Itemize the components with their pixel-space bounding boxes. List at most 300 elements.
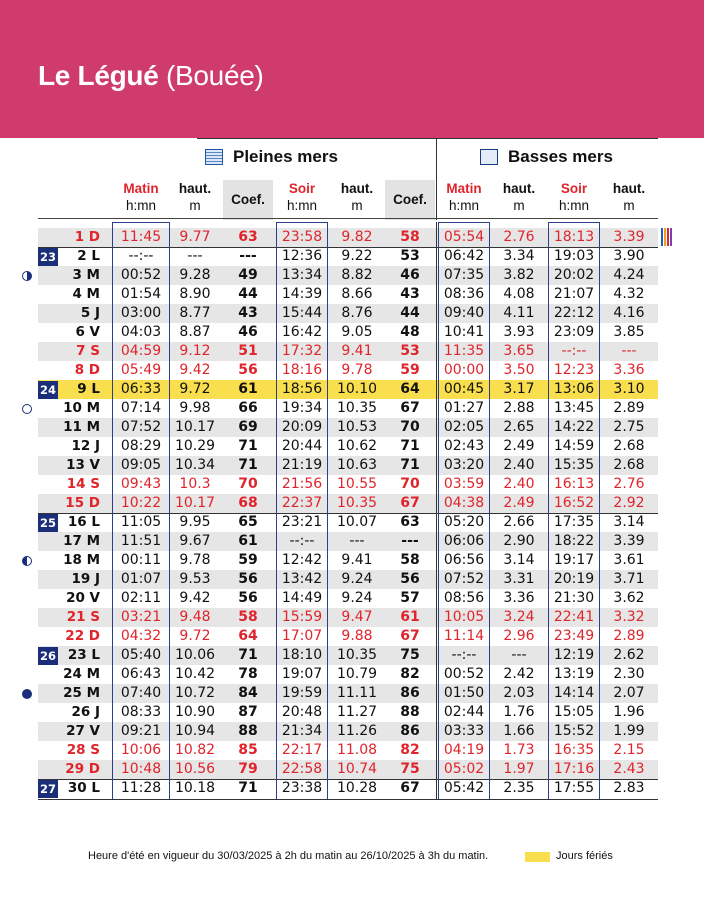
cell-pm2: 19:34 bbox=[281, 400, 323, 416]
cell-bh2: 3.71 bbox=[613, 571, 645, 587]
cell-pm2: 20:48 bbox=[281, 704, 323, 720]
cell-c1: 56 bbox=[238, 362, 258, 378]
cell-bm1: 08:56 bbox=[443, 590, 485, 606]
cell-bh1: 2.65 bbox=[503, 419, 535, 435]
cell-day: 14 S bbox=[66, 476, 100, 492]
column-box-bm-matin bbox=[438, 222, 490, 800]
cell-bh1: 3.34 bbox=[503, 248, 535, 264]
cell-bm2: 12:19 bbox=[553, 647, 595, 663]
cell-h2: 10.35 bbox=[336, 495, 378, 511]
cell-bm1: 10:41 bbox=[443, 324, 485, 340]
cell-h1: 9.95 bbox=[179, 514, 211, 530]
cell-pm1: 11:51 bbox=[120, 533, 162, 549]
cell-day: 4 M bbox=[72, 286, 100, 302]
cell-pm1: 03:00 bbox=[120, 305, 162, 321]
cell-bh1: 3.36 bbox=[503, 590, 535, 606]
cell-bh2: 3.32 bbox=[613, 609, 645, 625]
col-bm-haut1-unit: m bbox=[513, 198, 525, 213]
cell-day: 6 V bbox=[75, 324, 100, 340]
cell-pm2: 21:34 bbox=[281, 723, 323, 739]
group-divider bbox=[436, 138, 437, 220]
cell-bm2: 19:03 bbox=[553, 248, 595, 264]
cell-bh2: 3.39 bbox=[613, 229, 645, 245]
cell-h2: --- bbox=[349, 533, 365, 549]
cell-pm1: 05:40 bbox=[120, 647, 162, 663]
cell-c2: 67 bbox=[400, 495, 420, 511]
cell-bh2: 2.30 bbox=[613, 666, 645, 682]
cell-pm1: --:-- bbox=[128, 248, 154, 264]
cell-h2: 10.63 bbox=[336, 457, 378, 473]
cell-h1: 9.53 bbox=[179, 571, 211, 587]
column-box-pm-matin bbox=[112, 222, 170, 800]
cell-bh1: 2.49 bbox=[503, 438, 535, 454]
cell-pm1: 07:40 bbox=[120, 685, 162, 701]
cell-c2: 75 bbox=[400, 761, 420, 777]
cell-h1: 9.78 bbox=[179, 552, 211, 568]
cell-bm2: 12:23 bbox=[553, 362, 595, 378]
cell-pm2: 23:21 bbox=[281, 514, 323, 530]
cell-bh2: 2.15 bbox=[613, 742, 645, 758]
cell-bh2: 2.68 bbox=[613, 457, 645, 473]
cell-h1: 9.72 bbox=[179, 381, 211, 397]
cell-c1: 84 bbox=[238, 685, 258, 701]
cell-day: 12 J bbox=[71, 438, 100, 454]
cell-bm2: 18:13 bbox=[553, 229, 595, 245]
cell-h2: 9.78 bbox=[341, 362, 373, 378]
cell-bm2: 20:02 bbox=[553, 267, 595, 283]
cell-pm2: 14:39 bbox=[281, 286, 323, 302]
cell-bm1: 03:33 bbox=[443, 723, 485, 739]
cell-bh1: 1.97 bbox=[503, 761, 535, 777]
cell-pm1: 02:11 bbox=[120, 590, 162, 606]
col-bm-soir-unit: h:mn bbox=[558, 198, 589, 213]
cell-c1: 46 bbox=[238, 324, 258, 340]
cell-h2: 9.41 bbox=[341, 552, 373, 568]
cell-day: 19 J bbox=[71, 571, 100, 587]
cell-c2: 44 bbox=[400, 305, 420, 321]
cell-c1: 71 bbox=[238, 780, 258, 796]
cell-day: 5 J bbox=[80, 305, 100, 321]
week-number-badge: 26 bbox=[39, 648, 56, 663]
cell-bh1: 3.93 bbox=[503, 324, 535, 340]
cell-h1: 9.67 bbox=[179, 533, 211, 549]
col-bm-soir-label: Soir bbox=[560, 181, 588, 196]
cell-day: 1 D bbox=[74, 229, 100, 245]
cell-h2: 10.62 bbox=[336, 438, 378, 454]
cell-c2: 46 bbox=[400, 267, 420, 283]
cell-bm1: 10:05 bbox=[443, 609, 485, 625]
cell-bm1: 00:45 bbox=[443, 381, 485, 397]
cell-day: 3 M bbox=[72, 267, 100, 283]
cell-pm2: 13:34 bbox=[281, 267, 323, 283]
cell-h2: 10.10 bbox=[336, 381, 378, 397]
cell-c2: 88 bbox=[400, 704, 420, 720]
cell-pm2: 19:07 bbox=[281, 666, 323, 682]
color-bar bbox=[664, 228, 666, 246]
cell-bm2: 14:14 bbox=[553, 685, 595, 701]
cell-bh2: 3.14 bbox=[613, 514, 645, 530]
cell-c1: 64 bbox=[238, 628, 258, 644]
table-top-rule bbox=[38, 218, 658, 219]
cell-c2: 71 bbox=[400, 438, 420, 454]
cell-pm1: 04:03 bbox=[120, 324, 162, 340]
cell-day: 29 D bbox=[65, 761, 100, 777]
footnote-dst: Heure d'été en vigueur du 30/03/2025 à 2h du matin au 26/10/2025 à 3h du matin. bbox=[88, 850, 489, 862]
cell-pm1: 05:49 bbox=[120, 362, 162, 378]
cell-pm2: 23:58 bbox=[281, 229, 323, 245]
cell-bh2: 4.32 bbox=[613, 286, 645, 302]
cell-h2: 10.35 bbox=[336, 400, 378, 416]
basses-mers-title bbox=[480, 147, 613, 167]
cell-pm2: 15:59 bbox=[281, 609, 323, 625]
cell-c2: 43 bbox=[400, 286, 420, 302]
cell-day: 24 M bbox=[63, 666, 100, 682]
cell-pm2: 23:38 bbox=[281, 780, 323, 796]
cell-c1: 69 bbox=[238, 419, 258, 435]
cell-pm1: 11:45 bbox=[120, 229, 162, 245]
col-pm-haut1-unit: m bbox=[189, 198, 201, 213]
cell-h1: 10.82 bbox=[174, 742, 216, 758]
cell-c2: 86 bbox=[400, 685, 420, 701]
cell-bh1: 2.49 bbox=[503, 495, 535, 511]
cell-c2: --- bbox=[401, 533, 419, 549]
cell-pm1: 09:05 bbox=[120, 457, 162, 473]
cell-h1: 8.77 bbox=[179, 305, 211, 321]
cell-bh2: 2.83 bbox=[613, 780, 645, 796]
cell-bm2: 15:05 bbox=[553, 704, 595, 720]
col-pm-matin bbox=[112, 180, 170, 220]
week-number-badge: 25 bbox=[39, 515, 56, 530]
cell-bh2: 2.68 bbox=[613, 438, 645, 454]
cell-day: 16 L bbox=[67, 514, 100, 530]
cell-bm2: 22:12 bbox=[553, 305, 595, 321]
cell-h2: 11.26 bbox=[336, 723, 378, 739]
cell-h1: 10.42 bbox=[174, 666, 216, 682]
high-tide-icon bbox=[205, 149, 223, 165]
cell-bm1: 04:19 bbox=[443, 742, 485, 758]
cell-h1: 10.17 bbox=[174, 419, 216, 435]
cell-bh1: 2.76 bbox=[503, 229, 535, 245]
cell-pm2: 20:09 bbox=[281, 419, 323, 435]
cell-day: 11 M bbox=[63, 419, 100, 435]
cell-pm1: 08:33 bbox=[120, 704, 162, 720]
cell-day: 17 M bbox=[63, 533, 100, 549]
cell-pm1: 00:52 bbox=[120, 267, 162, 283]
cell-pm2: 18:16 bbox=[281, 362, 323, 378]
cell-bm2: 15:52 bbox=[553, 723, 595, 739]
cell-day: 13 V bbox=[66, 457, 100, 473]
cell-bh2: 2.43 bbox=[613, 761, 645, 777]
pleines-mers-label: Pleines mers bbox=[233, 147, 338, 166]
cell-c1: 58 bbox=[238, 609, 258, 625]
cell-c1: 56 bbox=[238, 590, 258, 606]
cell-day: 7 S bbox=[76, 343, 100, 359]
cell-bm1: 06:06 bbox=[443, 533, 485, 549]
cell-bh1: 3.82 bbox=[503, 267, 535, 283]
cell-pm1: 10:48 bbox=[120, 761, 162, 777]
cell-bh1: 3.14 bbox=[503, 552, 535, 568]
col-bm-matin-label: Matin bbox=[446, 181, 482, 196]
column-box-pm-soir bbox=[276, 222, 328, 800]
cell-h1: 9.98 bbox=[179, 400, 211, 416]
cell-bm1: 01:27 bbox=[443, 400, 485, 416]
cell-h2: 10.53 bbox=[336, 419, 378, 435]
cell-h2: 9.47 bbox=[341, 609, 373, 625]
cell-bm1: 04:38 bbox=[443, 495, 485, 511]
cell-c2: 70 bbox=[400, 476, 420, 492]
color-bar bbox=[667, 228, 669, 246]
cell-day: 28 S bbox=[66, 742, 100, 758]
new-moon-icon bbox=[22, 689, 32, 699]
cell-pm1: 10:06 bbox=[120, 742, 162, 758]
cell-bm2: 23:09 bbox=[553, 324, 595, 340]
cell-h2: 10.55 bbox=[336, 476, 378, 492]
cell-bh1: 1.66 bbox=[503, 723, 535, 739]
col-pm-soir bbox=[276, 180, 328, 220]
cell-day: 20 V bbox=[66, 590, 100, 606]
color-bar bbox=[661, 228, 663, 246]
cell-bm1: 09:40 bbox=[443, 305, 485, 321]
cell-bh1: 4.11 bbox=[503, 305, 535, 321]
cell-c2: 67 bbox=[400, 780, 420, 796]
cell-c1: 70 bbox=[238, 476, 258, 492]
cell-c2: 56 bbox=[400, 571, 420, 587]
cell-c2: 82 bbox=[400, 742, 420, 758]
col-pm-haut2 bbox=[330, 180, 384, 220]
location-name: Le Légué bbox=[38, 60, 159, 91]
cell-bh1: 3.50 bbox=[503, 362, 535, 378]
col-pm-matin-unit: h:mn bbox=[125, 198, 156, 213]
cell-h1: 9.77 bbox=[179, 229, 211, 245]
col-pm-haut2-unit: m bbox=[351, 198, 363, 213]
cell-c1: 43 bbox=[238, 305, 258, 321]
cell-day: 15 D bbox=[65, 495, 100, 511]
cell-bh2: 3.10 bbox=[613, 381, 645, 397]
cell-c1: 61 bbox=[238, 533, 258, 549]
cell-c2: 59 bbox=[400, 362, 420, 378]
cell-h2: 9.05 bbox=[341, 324, 373, 340]
basses-mers-label: Basses mers bbox=[508, 147, 613, 166]
cell-h2: 8.66 bbox=[341, 286, 373, 302]
cell-c2: 67 bbox=[400, 400, 420, 416]
cell-c1: 68 bbox=[238, 495, 258, 511]
cell-c2: 67 bbox=[400, 628, 420, 644]
last-quarter-moon-icon bbox=[22, 556, 32, 566]
cell-bm2: 20:19 bbox=[553, 571, 595, 587]
cell-bm1: 05:02 bbox=[443, 761, 485, 777]
cell-bm1: 00:52 bbox=[443, 666, 485, 682]
cell-day: 22 D bbox=[65, 628, 100, 644]
cell-h2: 11.08 bbox=[336, 742, 378, 758]
cell-h2: 9.82 bbox=[341, 229, 373, 245]
cell-day: 27 V bbox=[66, 723, 100, 739]
cell-bh2: 2.92 bbox=[613, 495, 645, 511]
cell-h1: 10.90 bbox=[174, 704, 216, 720]
cell-c2: 71 bbox=[400, 457, 420, 473]
cell-bm1: 02:05 bbox=[443, 419, 485, 435]
week-number-badge: 24 bbox=[39, 382, 56, 397]
cell-bh1: 1.73 bbox=[503, 742, 535, 758]
cell-c2: 64 bbox=[400, 381, 420, 397]
col-pm-coef1 bbox=[223, 180, 273, 220]
cell-bm2: 18:22 bbox=[553, 533, 595, 549]
cell-bm2: 16:35 bbox=[553, 742, 595, 758]
cell-bm2: 13:45 bbox=[553, 400, 595, 416]
cell-c1: 87 bbox=[238, 704, 258, 720]
cell-bh1: 2.35 bbox=[503, 780, 535, 796]
color-bar bbox=[670, 228, 672, 246]
cell-h1: 10.72 bbox=[174, 685, 216, 701]
cell-bm2: 16:13 bbox=[553, 476, 595, 492]
col-pm-matin-label: Matin bbox=[123, 181, 159, 196]
cell-c2: 53 bbox=[400, 343, 420, 359]
cell-h2: 9.22 bbox=[341, 248, 373, 264]
cell-bh1: 2.96 bbox=[503, 628, 535, 644]
week-number-badge: 27 bbox=[39, 781, 56, 796]
cell-h1: 9.48 bbox=[179, 609, 211, 625]
cell-pm2: 19:59 bbox=[281, 685, 323, 701]
cell-c2: 48 bbox=[400, 324, 420, 340]
cell-bh2: 3.39 bbox=[613, 533, 645, 549]
cell-c1: 59 bbox=[238, 552, 258, 568]
cell-h2: 10.79 bbox=[336, 666, 378, 682]
cell-c1: 79 bbox=[238, 761, 258, 777]
cell-c1: 56 bbox=[238, 571, 258, 587]
cell-h1: 9.42 bbox=[179, 590, 211, 606]
cell-day: 8 D bbox=[74, 362, 100, 378]
cell-pm1: 04:32 bbox=[120, 628, 162, 644]
cell-h1: 10.06 bbox=[174, 647, 216, 663]
cell-bh2: 3.62 bbox=[613, 590, 645, 606]
cell-bm2: 17:55 bbox=[553, 780, 595, 796]
col-bm-haut1 bbox=[493, 180, 545, 220]
cell-h1: 10.94 bbox=[174, 723, 216, 739]
cell-pm2: 14:49 bbox=[281, 590, 323, 606]
cell-bm2: 23:49 bbox=[553, 628, 595, 644]
col-bm-haut2-unit: m bbox=[623, 198, 635, 213]
cell-bm2: 17:35 bbox=[553, 514, 595, 530]
cell-bm1: --:-- bbox=[451, 647, 477, 663]
cell-c2: 61 bbox=[400, 609, 420, 625]
cell-pm1: 11:28 bbox=[120, 780, 162, 796]
cell-bm2: 14:22 bbox=[553, 419, 595, 435]
cell-pm1: 11:05 bbox=[120, 514, 162, 530]
cell-pm1: 06:33 bbox=[120, 381, 162, 397]
cell-bm1: 07:52 bbox=[443, 571, 485, 587]
cell-bh1: 2.40 bbox=[503, 457, 535, 473]
cell-pm1: 08:29 bbox=[120, 438, 162, 454]
cell-pm2: 15:44 bbox=[281, 305, 323, 321]
cell-bm1: 02:43 bbox=[443, 438, 485, 454]
cell-c2: 58 bbox=[400, 229, 420, 245]
cell-bh1: 2.03 bbox=[503, 685, 535, 701]
cell-h2: 8.82 bbox=[341, 267, 373, 283]
cell-h1: 10.17 bbox=[174, 495, 216, 511]
table-group-divider bbox=[436, 222, 437, 800]
cell-h2: 10.07 bbox=[336, 514, 378, 530]
cell-h2: 9.24 bbox=[341, 571, 373, 587]
cell-bh2: 2.89 bbox=[613, 628, 645, 644]
cell-bh1: 2.90 bbox=[503, 533, 535, 549]
cell-bm1: 07:35 bbox=[443, 267, 485, 283]
cell-c2: 58 bbox=[400, 552, 420, 568]
cell-h1: 10.3 bbox=[179, 476, 211, 492]
cell-pm1: 06:43 bbox=[120, 666, 162, 682]
cell-bm1: 05:20 bbox=[443, 514, 485, 530]
cell-c1: 71 bbox=[238, 457, 258, 473]
cell-h1: 10.18 bbox=[174, 780, 216, 796]
cell-bh2: 3.90 bbox=[613, 248, 645, 264]
cell-pm2: 16:42 bbox=[281, 324, 323, 340]
cell-pm1: 01:07 bbox=[120, 571, 162, 587]
cell-h1: 10.56 bbox=[174, 761, 216, 777]
pleines-mers-title bbox=[205, 147, 338, 167]
col-bm-soir bbox=[548, 180, 600, 220]
cell-pm1: 07:14 bbox=[120, 400, 162, 416]
col-pm-haut2-label: haut. bbox=[340, 181, 374, 196]
cell-bm2: 21:30 bbox=[553, 590, 595, 606]
cell-h1: 10.34 bbox=[174, 457, 216, 473]
cell-pm2: 12:36 bbox=[281, 248, 323, 264]
cell-bm2: 13:19 bbox=[553, 666, 595, 682]
cell-h1: 10.29 bbox=[174, 438, 216, 454]
cell-c1: 65 bbox=[238, 514, 258, 530]
cell-pm2: 20:44 bbox=[281, 438, 323, 454]
week-number-badge: 23 bbox=[39, 249, 56, 264]
cell-pm2: 18:56 bbox=[281, 381, 323, 397]
cell-h1: --- bbox=[187, 248, 203, 264]
col-pm-haut1 bbox=[168, 180, 222, 220]
cell-bh1: 2.66 bbox=[503, 514, 535, 530]
cell-bh2: 3.61 bbox=[613, 552, 645, 568]
cell-pm1: 09:21 bbox=[120, 723, 162, 739]
cell-day: 30 L bbox=[67, 780, 100, 796]
cell-bm2: 19:17 bbox=[553, 552, 595, 568]
col-bm-haut1-label: haut. bbox=[502, 181, 536, 196]
cell-bh2: 1.96 bbox=[613, 704, 645, 720]
cell-bm1: 11:35 bbox=[443, 343, 485, 359]
location-sub: (Bouée) bbox=[166, 60, 264, 91]
cell-day: 10 M bbox=[63, 400, 100, 416]
cell-pm1: 04:59 bbox=[120, 343, 162, 359]
cell-bh2: 2.62 bbox=[613, 647, 645, 663]
cell-c2: 86 bbox=[400, 723, 420, 739]
cell-day: 18 M bbox=[63, 552, 100, 568]
cell-bm1: 05:54 bbox=[443, 229, 485, 245]
cell-c1: 78 bbox=[238, 666, 258, 682]
color-tab-marker bbox=[661, 228, 673, 246]
cell-c2: 70 bbox=[400, 419, 420, 435]
table-bottom-rule bbox=[38, 799, 658, 800]
cell-h2: 11.11 bbox=[336, 685, 378, 701]
cell-bh1: 3.17 bbox=[503, 381, 535, 397]
cell-bm2: --:-- bbox=[561, 343, 587, 359]
cell-bm1: 06:56 bbox=[443, 552, 485, 568]
cell-h2: 9.41 bbox=[341, 343, 373, 359]
cell-bm1: 03:20 bbox=[443, 457, 485, 473]
cell-bh1: 1.76 bbox=[503, 704, 535, 720]
cell-bm2: 22:41 bbox=[553, 609, 595, 625]
cell-h1: 9.72 bbox=[179, 628, 211, 644]
cell-h2: 11.27 bbox=[336, 704, 378, 720]
cell-c2: 53 bbox=[400, 248, 420, 264]
col-pm-coef2-label: Coef. bbox=[393, 192, 427, 207]
col-pm-haut1-label: haut. bbox=[178, 181, 212, 196]
cell-pm1: 01:54 bbox=[120, 286, 162, 302]
cell-c2: 82 bbox=[400, 666, 420, 682]
cell-pm1: 09:43 bbox=[120, 476, 162, 492]
cell-h1: 9.12 bbox=[179, 343, 211, 359]
